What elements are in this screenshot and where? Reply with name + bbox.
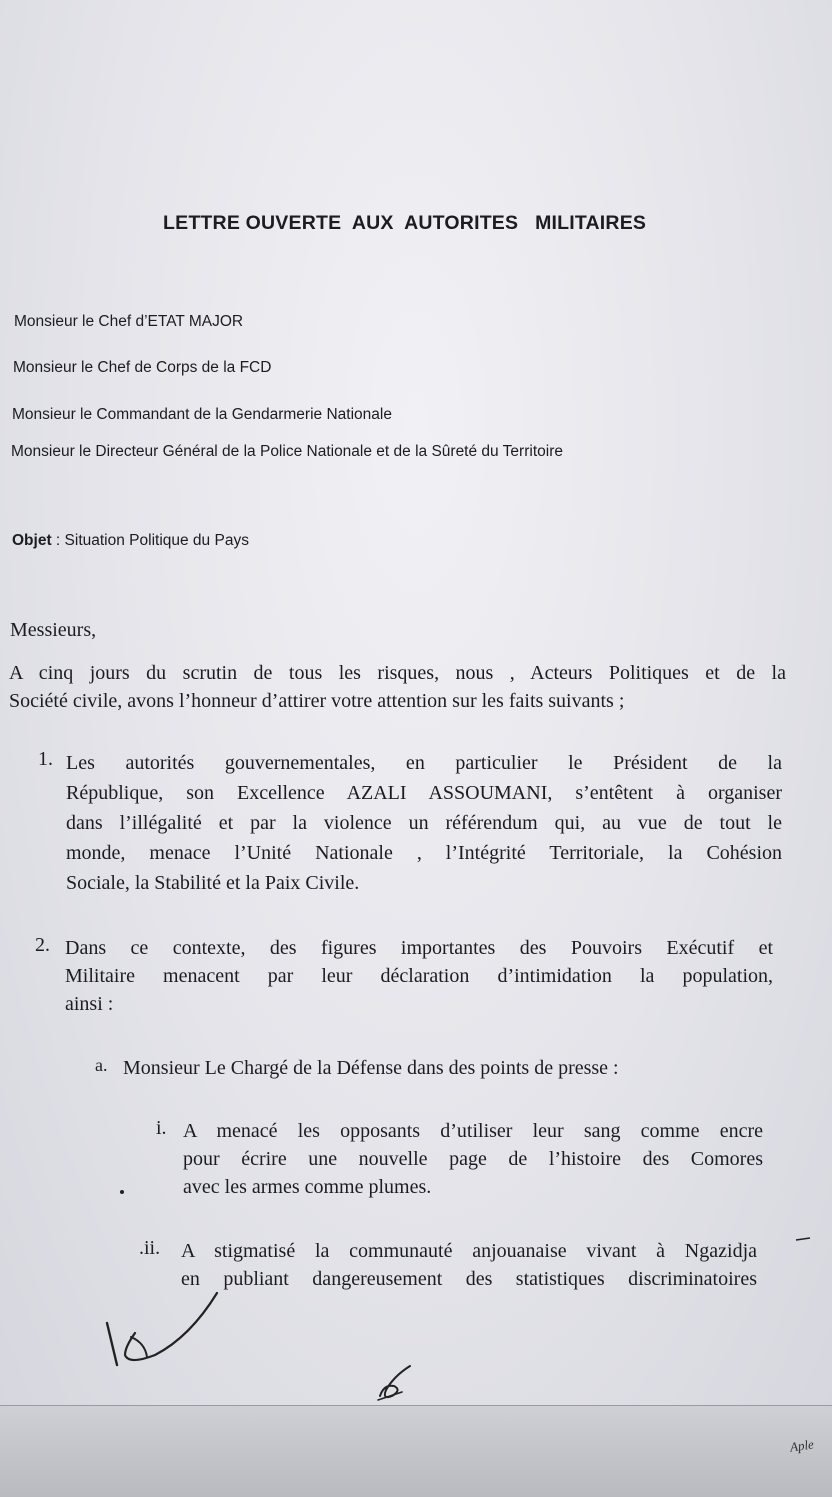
sub-item-line: A stigmatisé la communauté anjouanaise vivant à Ngazidja <box>181 1240 757 1262</box>
sub-item-roman: i. <box>156 1117 167 1139</box>
salutation: Messieurs, <box>10 619 97 641</box>
subject-text: : Situation Politique du Pays <box>51 532 249 549</box>
sub-item-roman <box>139 1237 160 1260</box>
item-line: Les autorités gouvernementales, en particulier le Président de la <box>66 752 782 774</box>
sub-item-a-text: Monsieur Le Chargé de la Défense dans des points de presse : <box>123 1057 619 1079</box>
ink-dot <box>116 1186 128 1198</box>
subject-label: Objet <box>12 532 52 549</box>
page-edge-shadow <box>0 1405 832 1497</box>
item-line: Dans ce contexte, des figures importantes des Pouvoirs Exécutif et <box>65 937 773 959</box>
item-line: Militaire menacent par leur déclaration d’intimidation la population, <box>65 965 773 987</box>
item-number: 2. <box>35 934 50 956</box>
recipient-line: Monsieur le Directeur Général de la Police Nationale et de la Sûreté du Territoire <box>11 443 563 460</box>
sub-item-line: pour écrire une nouvelle page de l’histoire des Comores <box>183 1148 763 1170</box>
handwritten-paraph <box>372 1362 422 1404</box>
ink-dash <box>794 1234 814 1244</box>
item-line: ainsi : <box>65 993 114 1015</box>
roman-prefix-dot: . <box>139 1237 144 1259</box>
item-1-paragraph <box>66 748 782 898</box>
next-page-note: Aple <box>789 1436 815 1455</box>
intro-line: Société civile, avons l’honneur d’attirer votre attention sur les faits suivants ; <box>9 690 625 712</box>
intro-line: A cinq jours du scrutin de tous les risques, nous , Acteurs Politiques et de la <box>9 662 786 684</box>
sub-item-ii-paragraph <box>181 1237 757 1293</box>
item-line: Sociale, la Stabilité et la Paix Civile. <box>66 872 360 894</box>
sub-item-line: en publiant dangereusement des statistiques discriminatoires <box>181 1268 757 1290</box>
item-line: dans l’illégalité et par la violence un référendum qui, au vue de tout le <box>66 812 782 834</box>
sub-item-i-paragraph <box>183 1117 763 1201</box>
subject-line <box>12 532 249 550</box>
recipient-line: Monsieur le Chef de Corps de la FCD <box>13 359 272 376</box>
recipient-line: Monsieur le Commandant de la Gendarmerie Nationale <box>12 406 392 423</box>
intro-paragraph <box>9 659 786 715</box>
roman-number: ii. <box>144 1237 161 1259</box>
item-line: République, son Excellence AZALI ASSOUMANI, s’entêtent à organiser <box>66 782 782 804</box>
item-line: monde, menace l’Unité Nationale , l’Intégrité Territoriale, la Cohésion <box>66 842 782 864</box>
item-2-paragraph <box>65 934 773 1018</box>
sub-item-line: A menacé les opposants d’utiliser leur sang comme encre <box>183 1120 763 1142</box>
sub-item-letter: a. <box>95 1055 108 1075</box>
item-number: 1. <box>38 748 53 770</box>
handwritten-initials <box>95 1285 235 1380</box>
letter-title: LETTRE OUVERTE AUX AUTORITES MILITAIRES <box>163 212 647 234</box>
sub-item-line: avec les armes comme plumes. <box>183 1176 432 1198</box>
recipient-line: Monsieur le Chef d’ETAT MAJOR <box>14 313 244 330</box>
